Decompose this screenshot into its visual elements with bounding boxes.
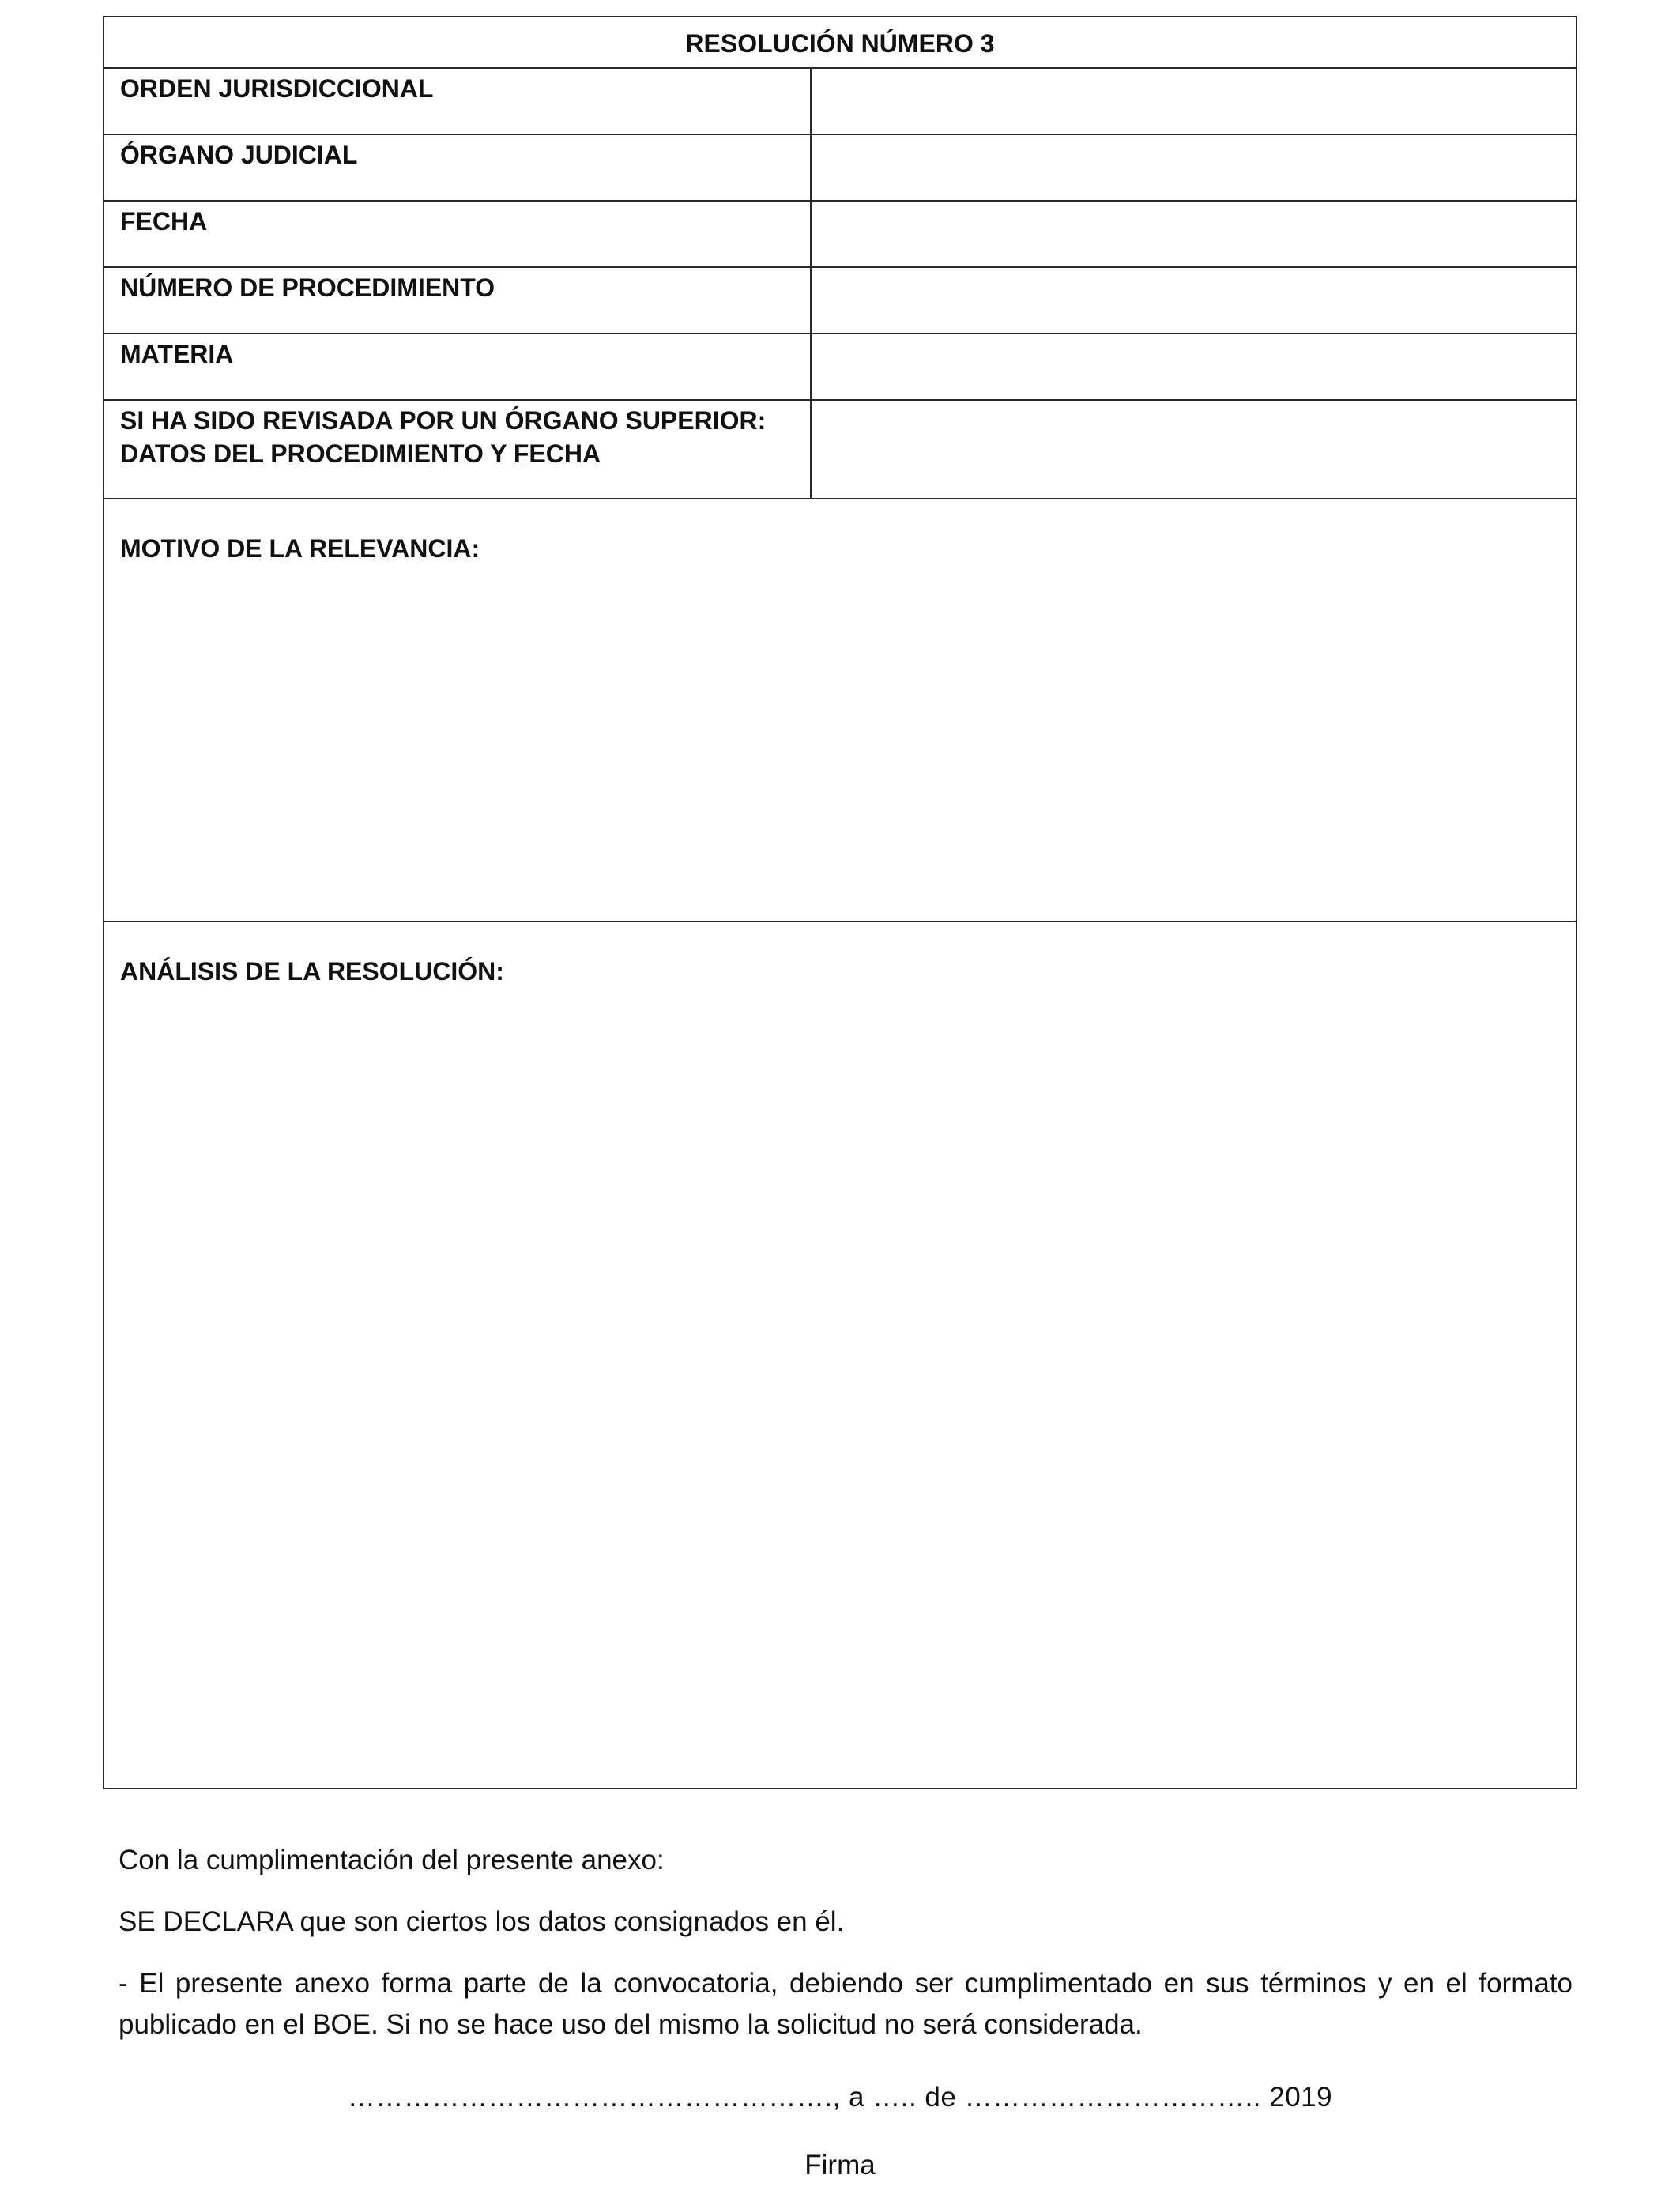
motivo-relevancia-section xyxy=(104,499,1576,922)
label-revision-organo-superior xyxy=(120,404,800,470)
field-organo-judicial[interactable] xyxy=(810,135,1576,200)
signature-label: Firma xyxy=(804,2150,876,2181)
motivo-relevancia-field[interactable] xyxy=(120,579,1560,905)
place-date-line: ……………………………………………., a ….. de ………………………….. 2019 xyxy=(347,2082,1333,2113)
footer-declaration: SE DECLARA que son ciertos los datos consignados en él. xyxy=(119,1906,845,1937)
label-materia: MATERIA xyxy=(120,340,234,368)
label-fecha: FECHA xyxy=(120,207,208,236)
field-numero-procedimiento[interactable] xyxy=(810,268,1576,333)
motivo-relevancia-label: MOTIVO DE LA RELEVANCIA: xyxy=(120,534,480,563)
footer-note: - El presente anexo forma parte de la convocatoria, debiendo ser cumplimentado en sus términos y en el formato publicado en el BOE. Si no se hace uso del mismo la solicitud no será considerada. xyxy=(119,1968,1573,2040)
footer-intro: Con la cumplimentación del presente anexo: xyxy=(119,1845,665,1875)
field-orden-jurisdiccional[interactable] xyxy=(810,69,1576,134)
label-organo-judicial: ÓRGANO JUDICIAL xyxy=(120,141,358,169)
label-orden-jurisdiccional: ORDEN JURISDICCIONAL xyxy=(120,74,434,103)
row-organo-judicial xyxy=(104,135,1576,202)
row-fecha xyxy=(104,202,1576,268)
row-revision-organo-superior xyxy=(104,401,1576,499)
form-title: RESOLUCIÓN NÚMERO 3 xyxy=(104,17,1576,69)
field-revision-organo-superior[interactable] xyxy=(810,401,1576,498)
field-materia[interactable] xyxy=(810,334,1576,399)
analisis-resolucion-field[interactable] xyxy=(120,1001,1560,1772)
analisis-resolucion-section xyxy=(104,922,1576,1788)
label-revision-line-1: SI HA SIDO REVISADA POR UN ÓRGANO SUPERIOR: xyxy=(120,406,767,435)
resolution-form-table xyxy=(103,16,1577,1789)
row-numero-procedimiento xyxy=(104,268,1576,334)
row-orden-jurisdiccional xyxy=(104,69,1576,135)
analisis-resolucion-label: ANÁLISIS DE LA RESOLUCIÓN: xyxy=(120,957,504,986)
field-fecha[interactable] xyxy=(810,202,1576,266)
label-numero-procedimiento: NÚMERO DE PROCEDIMIENTO xyxy=(120,273,495,302)
row-materia xyxy=(104,334,1576,401)
label-revision-line-2: DATOS DEL PROCEDIMIENTO Y FECHA xyxy=(120,439,601,468)
